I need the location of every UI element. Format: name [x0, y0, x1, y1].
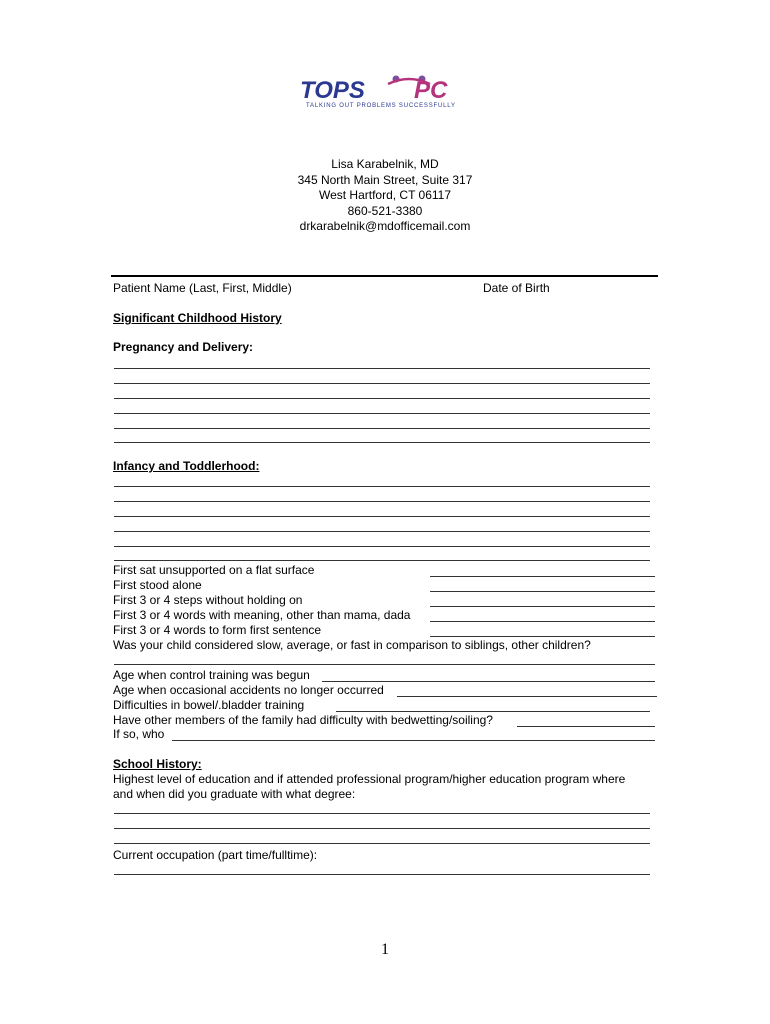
education-question-line2: and when did you graduate with what degree: — [113, 787, 356, 801]
pregnancy-line[interactable] — [114, 428, 650, 429]
family-bedwetting-field[interactable] — [517, 726, 655, 727]
education-question-line1: Highest level of education and if attended professional program/higher education program where — [113, 772, 626, 786]
logo-brand-left: TOPS — [300, 77, 365, 104]
first-steps-field[interactable] — [430, 606, 655, 607]
email-address: drkarabelnik@mdofficemail.com — [299, 219, 471, 233]
logo-brand-right: PC — [414, 77, 448, 104]
significant-childhood-heading: Significant Childhood History — [113, 311, 282, 325]
infancy-line[interactable] — [114, 531, 650, 532]
school-history-heading: School History: — [113, 757, 202, 771]
logo-tagline: TALKING OUT PROBLEMS SUCCESSFULLY — [306, 103, 456, 109]
infancy-line[interactable] — [114, 560, 650, 561]
infancy-line[interactable] — [114, 546, 650, 547]
first-stood-label: First stood alone — [113, 578, 202, 592]
infancy-heading: Infancy and Toddlerhood: — [113, 459, 260, 473]
first-sentence-label: First 3 or 4 words to form first sentence — [113, 623, 322, 637]
occupation-label: Current occupation (part time/fulltime): — [113, 848, 318, 862]
doctor-name: Lisa Karabelnik, MD — [331, 157, 439, 171]
patient-name-rule[interactable] — [111, 275, 658, 277]
pregnancy-line[interactable] — [114, 368, 650, 369]
infancy-line[interactable] — [114, 486, 650, 487]
practice-header — [0, 157, 770, 235]
pregnancy-line[interactable] — [114, 442, 650, 443]
occupation-field[interactable] — [114, 874, 650, 875]
training-difficulties-label: Difficulties in bowel/.bladder training — [113, 698, 305, 712]
comparison-field[interactable] — [114, 664, 655, 665]
if-so-who-label: If so, who — [113, 727, 165, 741]
training-difficulties-field[interactable] — [336, 711, 650, 712]
control-training-field[interactable] — [322, 681, 655, 682]
first-words-field[interactable] — [430, 621, 655, 622]
first-sentence-field[interactable] — [430, 636, 655, 637]
education-line[interactable] — [114, 813, 650, 814]
first-words-label: First 3 or 4 words with meaning, other than mama, dada — [113, 608, 411, 622]
tops-pc-logo — [298, 70, 476, 110]
infancy-line[interactable] — [114, 516, 650, 517]
infancy-line[interactable] — [114, 501, 650, 502]
pregnancy-line[interactable] — [114, 383, 650, 384]
date-of-birth-label: Date of Birth — [483, 281, 550, 295]
pregnancy-heading: Pregnancy and Delivery: — [113, 340, 254, 354]
city-address: West Hartford, CT 06117 — [318, 188, 452, 202]
accidents-label: Age when occasional accidents no longer occurred — [113, 683, 384, 697]
phone-number: 860-521-3380 — [347, 203, 423, 218]
first-steps-label: First 3 or 4 steps without holding on — [113, 593, 303, 607]
comparison-question: Was your child considered slow, average, or fast in comparison to siblings, other children? — [113, 638, 591, 652]
accidents-field[interactable] — [397, 696, 657, 697]
pregnancy-line[interactable] — [114, 413, 650, 414]
if-so-who-field[interactable] — [172, 740, 655, 741]
family-bedwetting-question: Have other members of the family had difficulty with bedwetting/soiling? — [113, 713, 493, 727]
street-address: 345 North Main Street, Suite 317 — [297, 172, 473, 187]
education-line[interactable] — [114, 828, 650, 829]
first-stood-field[interactable] — [430, 591, 655, 592]
pregnancy-line[interactable] — [114, 398, 650, 399]
control-training-label: Age when control training was begun — [113, 668, 310, 682]
page-number: 1 — [381, 941, 389, 958]
education-line[interactable] — [114, 843, 650, 844]
patient-name-label: Patient Name (Last, First, Middle) — [113, 281, 292, 295]
first-sat-label: First sat unsupported on a flat surface — [113, 563, 315, 577]
first-sat-field[interactable] — [430, 576, 655, 577]
